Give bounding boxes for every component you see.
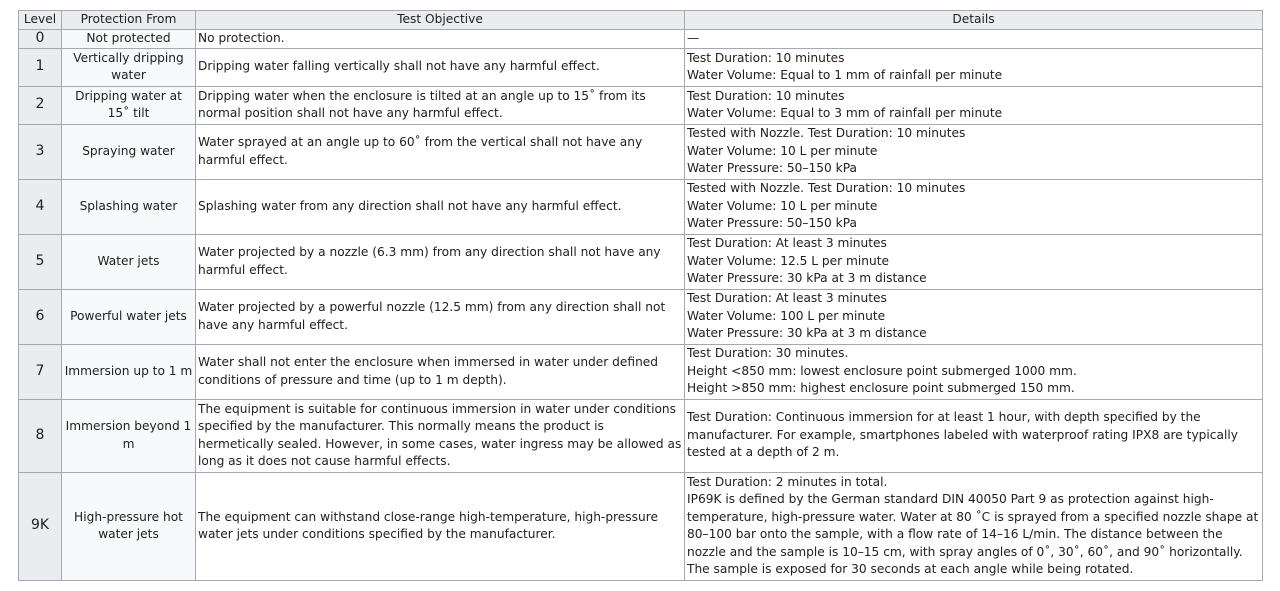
table-row xyxy=(19,344,1263,399)
detail-line: Test Duration: 30 minutes. xyxy=(687,346,849,361)
detail-line: Test Duration: 2 minutes in total. xyxy=(687,474,888,489)
detail-line: IP69K is defined by the German standard DIN 40050 Part 9 as protection against high-temperature, high-pressure water. Water at 80 ˚C is sprayed from a specified nozzle shape at 80–100 bar onto the sample, with a flow rate of 14–16 L/min. The distance between the nozzle and the sample is 10–15 cm, with spray angles of 0˚, 30˚, 60˚, and 90˚ horizontally. The sample is exposed for 30 seconds at each angle while being rotated. xyxy=(687,492,1259,576)
level-cell: 5 xyxy=(19,234,62,289)
detail-line: Water Pressure: 50–150 kPa xyxy=(687,161,857,176)
detail-line: Test Duration: 10 minutes xyxy=(687,50,845,65)
protection-cell: Powerful water jets xyxy=(62,289,196,344)
detail-line: Tested with Nozzle. Test Duration: 10 minutes xyxy=(687,126,966,141)
detail-line: Water Volume: 100 L per minute xyxy=(687,308,886,323)
detail-line: Water Pressure: 30 kPa at 3 m distance xyxy=(687,271,927,286)
details-cell xyxy=(685,124,1263,179)
protection-cell: High-pressure hot water jets xyxy=(62,472,196,580)
protection-cell: Spraying water xyxy=(62,124,196,179)
details-cell xyxy=(685,234,1263,289)
detail-line: Water Volume: Equal to 1 mm of rainfall per minute xyxy=(687,68,1003,82)
protection-cell: Vertically dripping water xyxy=(62,48,196,86)
objective-cell: Water sprayed at an angle up to 60˚ from the vertical shall not have any harmful effect. xyxy=(196,124,685,179)
detail-line: Water Volume: 12.5 L per minute xyxy=(687,253,889,268)
objective-cell: No protection. xyxy=(196,30,685,49)
level-cell: 4 xyxy=(19,179,62,234)
detail-line: Height >850 mm: highest enclosure point submerged 150 mm. xyxy=(687,381,1075,396)
objective-cell: The equipment can withstand close-range high-temperature, high-pressure water jets under conditions specified by the manufacturer. xyxy=(196,472,685,580)
details-cell xyxy=(685,179,1263,234)
level-cell: 9K xyxy=(19,472,62,580)
protection-cell: Immersion up to 1 m xyxy=(62,344,196,399)
objective-cell: Water projected by a powerful nozzle (12.5 mm) from any direction shall not have any harmful effect. xyxy=(196,289,685,344)
objective-cell: Water shall not enter the enclosure when immersed in water under defined conditions of pressure and time (up to 1 m depth). xyxy=(196,344,685,399)
details-cell xyxy=(685,472,1263,580)
protection-cell: Dripping water at 15˚ tilt xyxy=(62,86,196,124)
details-cell xyxy=(685,289,1263,344)
header-protection: Protection From xyxy=(62,11,196,30)
objective-cell: Splashing water from any direction shall not have any harmful effect. xyxy=(196,179,685,234)
table-row xyxy=(19,124,1263,179)
detail-line: Water Pressure: 30 kPa at 3 m distance xyxy=(687,326,927,341)
level-cell: 0 xyxy=(19,30,62,49)
detail-line: Test Duration: 10 minutes xyxy=(687,88,845,103)
level-cell: 3 xyxy=(19,124,62,179)
header-row xyxy=(19,11,1263,30)
objective-cell: Dripping water when the enclosure is tilted at an angle up to 15˚ from its normal position shall not have any harmful effect. xyxy=(196,86,685,124)
details-cell xyxy=(685,30,1263,49)
objective-cell: Water projected by a nozzle (6.3 mm) from any direction shall not have any harmful effect. xyxy=(196,234,685,289)
header-level: Level xyxy=(19,11,62,30)
table-row xyxy=(19,399,1263,472)
table-row xyxy=(19,179,1263,234)
detail-line: Test Duration: At least 3 minutes xyxy=(687,236,887,251)
detail-line: Water Pressure: 50–150 kPa xyxy=(687,216,857,231)
detail-line: Water Volume: Equal to 3 mm of rainfall per minute xyxy=(687,106,1003,120)
objective-cell: Dripping water falling vertically shall not have any harmful effect. xyxy=(196,48,685,86)
detail-line: Tested with Nozzle. Test Duration: 10 minutes xyxy=(687,181,966,196)
level-cell: 7 xyxy=(19,344,62,399)
detail-line: Water Volume: 10 L per minute xyxy=(687,198,878,213)
table-row xyxy=(19,472,1263,580)
details-cell xyxy=(685,399,1263,472)
details-cell xyxy=(685,48,1263,86)
protection-cell: Immersion beyond 1 m xyxy=(62,399,196,472)
table-row xyxy=(19,234,1263,289)
table-row xyxy=(19,86,1263,124)
table-row xyxy=(19,30,1263,49)
table-row xyxy=(19,48,1263,86)
level-cell: 6 xyxy=(19,289,62,344)
ip-rating-table xyxy=(18,10,1263,581)
detail-line: Water Volume: 10 L per minute xyxy=(687,143,878,158)
table-row xyxy=(19,289,1263,344)
header-details: Details xyxy=(685,11,1263,30)
detail-line: Test Duration: Continuous immersion for at least 1 hour, with depth specified by the manufacturer. For example, smartphones labeled with waterproof rating IPX8 are typically tested at a depth of 2 m. xyxy=(687,410,1238,460)
table-body xyxy=(19,30,1263,581)
level-cell: 2 xyxy=(19,86,62,124)
detail-line: — xyxy=(687,31,700,45)
details-cell xyxy=(685,344,1263,399)
level-cell: 1 xyxy=(19,48,62,86)
level-cell: 8 xyxy=(19,399,62,472)
protection-cell: Water jets xyxy=(62,234,196,289)
objective-cell: The equipment is suitable for continuous immersion in water under conditions specified by the manufacturer. This normally means the product is hermetically sealed. However, in some cases, water ingress may be allowed as long as it does not cause harmful effects. xyxy=(196,399,685,472)
detail-line: Test Duration: At least 3 minutes xyxy=(687,291,887,306)
detail-line: Height <850 mm: lowest enclosure point submerged 1000 mm. xyxy=(687,363,1077,378)
protection-cell: Not protected xyxy=(62,30,196,49)
header-objective: Test Objective xyxy=(196,11,685,30)
protection-cell: Splashing water xyxy=(62,179,196,234)
details-cell xyxy=(685,86,1263,124)
